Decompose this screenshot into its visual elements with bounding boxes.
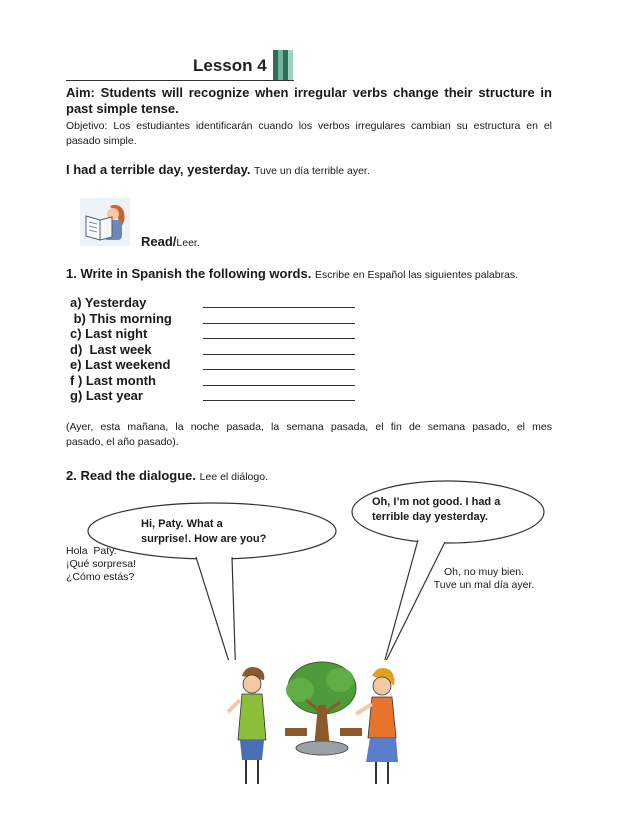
spanish-right-line-1: Oh, no muy bien. bbox=[444, 566, 524, 578]
bubble-right-line-2: terrible day yesterday. bbox=[372, 511, 488, 523]
word-label: c) Last night bbox=[70, 326, 148, 341]
lesson-title: Lesson 4 bbox=[193, 56, 267, 75]
word-label: g) Last year bbox=[70, 388, 143, 403]
question-1-spanish: Escribe en Español las siguientes palabras. bbox=[314, 269, 519, 281]
question-2-spanish: Lee el diálogo. bbox=[199, 471, 268, 483]
hint-line-2: pasado, el año pasado). bbox=[66, 436, 179, 448]
spanish-left-line-3: ¿Cómo estás? bbox=[66, 571, 135, 583]
example-sentence-english: I had a terrible day, yesterday. bbox=[66, 162, 251, 177]
word-label: d) Last week bbox=[70, 341, 152, 357]
bubble-left-text bbox=[141, 517, 266, 547]
aim-line-2: past simple tense. bbox=[66, 101, 179, 116]
spanish-right-line-2: Tuve un mal día ayer. bbox=[433, 579, 535, 591]
word-label: b) This morning bbox=[70, 310, 172, 326]
objective-line-2: pasado simple. bbox=[66, 135, 137, 147]
spanish-translation-right bbox=[428, 566, 540, 592]
park-scene-picture bbox=[218, 660, 403, 792]
read-label-english: Read/ bbox=[141, 234, 177, 249]
bubble-right-text bbox=[372, 495, 500, 525]
word-label: a) Yesterday bbox=[70, 295, 147, 310]
aim-line-1: Aim: Students will recognize when irregular verbs change their structure in bbox=[66, 85, 552, 100]
hint-line-1: (Ayer, esta mañana, la noche pasada, la semana pasada, el fin de semana pasado, el mes bbox=[66, 421, 552, 433]
bubble-right-line-1: Oh, I’m not good. I had a bbox=[372, 496, 501, 508]
spanish-left-line-1: Hola Paty. bbox=[66, 545, 117, 557]
example-sentence-spanish: Tuve un día terrible ayer. bbox=[253, 165, 370, 177]
word-label: f ) Last month bbox=[70, 372, 156, 388]
bubble-left-line-2: surprise!. How are you? bbox=[141, 533, 267, 545]
spanish-translation-left bbox=[66, 545, 136, 584]
question-1-english: 1. Write in Spanish the following words. bbox=[66, 266, 312, 281]
read-label-spanish: Leer. bbox=[176, 237, 200, 249]
spanish-left-line-2: ¡Qué sorpresa! bbox=[66, 558, 137, 570]
word-label: e) Last weekend bbox=[70, 357, 171, 372]
bubble-left-line-1: Hi, Paty. What a bbox=[141, 518, 223, 530]
objective-line-1: Objetivo: Los estudiantes identificarán cuando los verbos irregulares cambian su estructura en el bbox=[66, 120, 552, 132]
question-2-english: 2. Read the dialogue. bbox=[66, 468, 197, 483]
